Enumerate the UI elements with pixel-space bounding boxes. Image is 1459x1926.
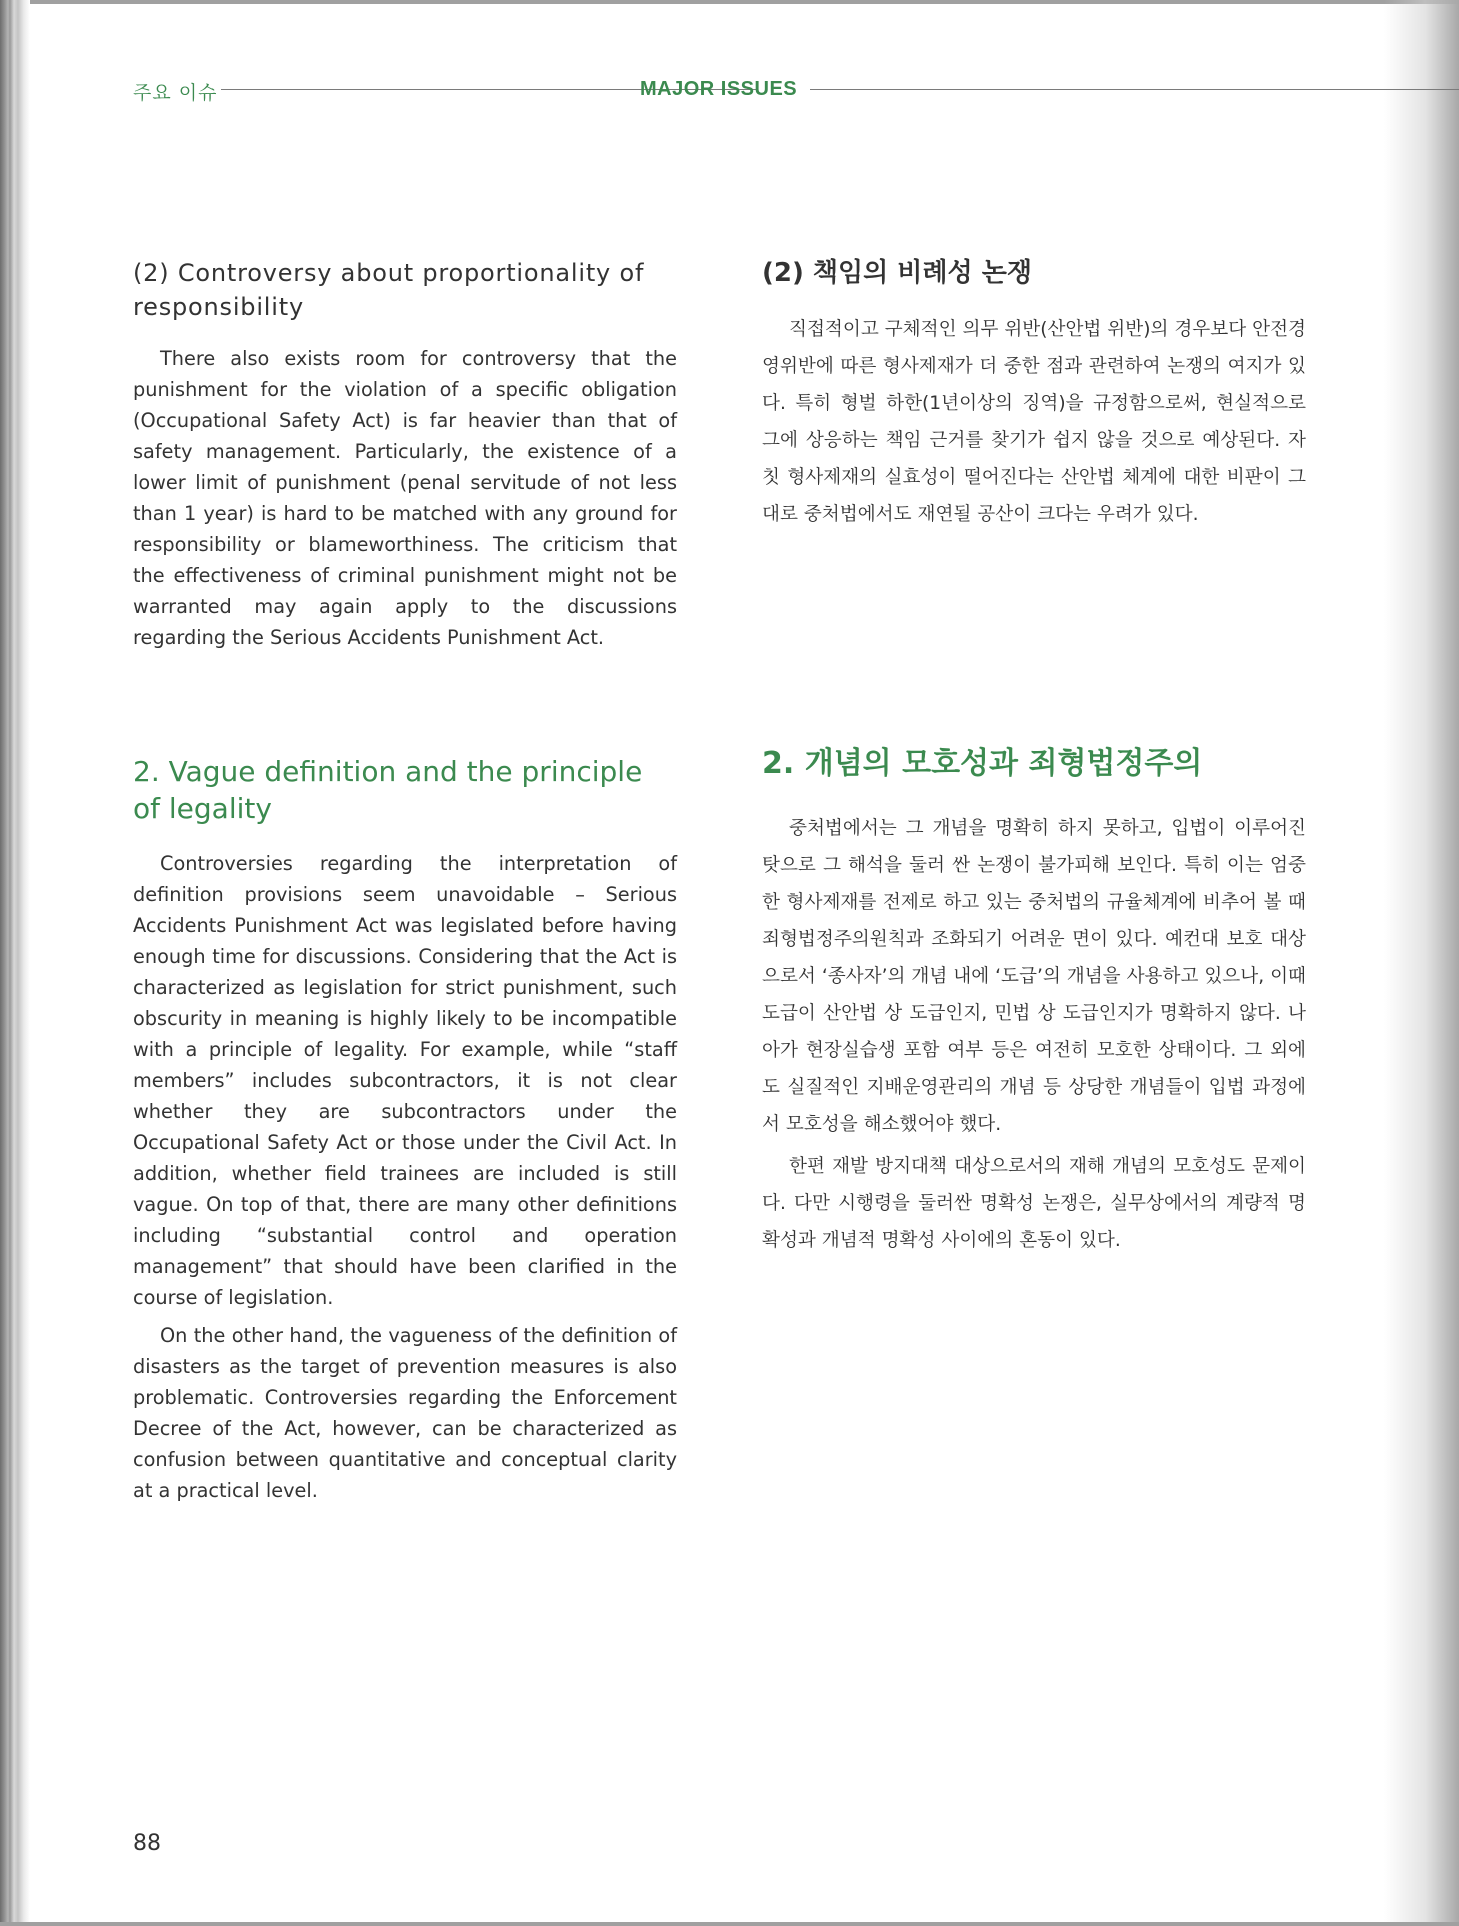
section2-paragraph1-kr: 중처법에서는 그 개념을 명확히 하지 못하고, 입법이 이루어진 탓으로 그 해석을 둘러 싼 논쟁이 불가피해 보인다. 특히 이는 엄중한 형사제재를 전제로 하고 있는 중처법의 규율체계에 비추어 볼 때 죄형법정주의원칙과 조화되기 어려운 면이 있다. 예컨대 보호 대상으로서 ‘종사자’의 개념 내에 ‘도급’의 개념을 사용하고 있으나, 이때 도급이 산안법 상 도급인지, 민법 상 도급인지가 명확하지 않다. 나아가 현장실습생 포함 여부 등은 여전히 모호한 상태이다. 그 외에도 실질적인 지배운영관리의 개념 등 상당한 개념들이 입법 과정에서 모호성을 해소했어야 했다. [762, 818, 1306, 1135]
section1-heading-kr: (2) 책임의 비례성 논쟁 [762, 258, 1032, 288]
section2-heading-en: 2. Vague definition and the principle of legality [133, 755, 643, 825]
page-bottom-edge [0, 1922, 1459, 1926]
section2-korean-column [762, 745, 1306, 1259]
section1-korean-column [762, 256, 1306, 533]
header-rule-right [810, 89, 1459, 90]
page-top-edge [0, 0, 1459, 4]
section1-paragraph-kr: 직접적이고 구체적인 의무 위반(산안법 위반)의 경우보다 안전경영위반에 따른 형사제재가 더 중한 점과 관련하여 논쟁의 여지가 있다. 특히 형벌 하한(1년이상의 징역)을 규정함으로써, 현실적으로 그에 상응하는 책임 근거를 찾기가 쉽지 않을 것으로 예상된다. 자칫 형사제재의 실효성이 떨어진다는 산안법 체계에 대한 비판이 그대로 중처법에서도 재연될 공산이 크다는 우려가 있다. [762, 319, 1306, 525]
section2-paragraph2-en: On the other hand, the vagueness of the definition of disasters as the target of prevention measures is also problematic. Controversies regarding the Enforcement Decree of the Act, however, can be characterized as confusion between quantitative and conceptual clarity at a practical level. [133, 1324, 677, 1502]
section2-paragraph2-kr: 한편 재발 방지대책 대상으로서의 재해 개념의 모호성도 문제이다. 다만 시행령을 둘러싼 명확성 논쟁은, 실무상에서의 계량적 명확성과 개념적 명확성 사이에의 혼동이 있다. [762, 1156, 1306, 1251]
page-number: 88 [133, 1831, 161, 1856]
section2-heading-kr: 2. 개념의 모호성과 죄형법정주의 [762, 746, 1203, 781]
header-section-kr: 주요 이슈 [133, 82, 218, 104]
section2-english-column [133, 753, 677, 1506]
running-header [133, 78, 1459, 102]
section2-paragraph1-en: Controversies regarding the interpretation of definition provisions seem unavoidable – Serious Accidents Punishment Act was legislated before having enough time for discussions. Considering that the Act is characterized as legislation for strict punishment, such obscurity in meaning is highly likely to be incompatible with a principle of legality. For example, while “staff members” includes subcontractors, it is not clear whether they are subcontractors under the Occupational Safety Act or those under the Civil Act. In addition, whether field trainees are included is still vague. On top of that, there are many other definitions including “substantial control and operation management” that should have been clarified in the course of legislation. [133, 852, 677, 1309]
section1-heading-en: (2) Controversy about proportionality of responsibility [133, 259, 645, 321]
header-section-en: MAJOR ISSUES [640, 78, 798, 100]
section1-paragraph-en: There also exists room for controversy that the punishment for the violation of a specific obligation (Occupational Safety Act) is far heavier than that of safety management. Particularly, the existence of a lower limit of punishment (penal servitude of not less than 1 year) is hard to be matched with any ground for responsibility or blameworthiness. The criticism that the effectiveness of criminal punishment might not be warranted may again apply to the discussions regarding the Serious Accidents Punishment Act. [133, 347, 677, 649]
section1-english-column [133, 256, 677, 653]
page-right-edge-shadow [1384, 0, 1459, 1926]
book-spine-shadow [0, 0, 30, 1926]
